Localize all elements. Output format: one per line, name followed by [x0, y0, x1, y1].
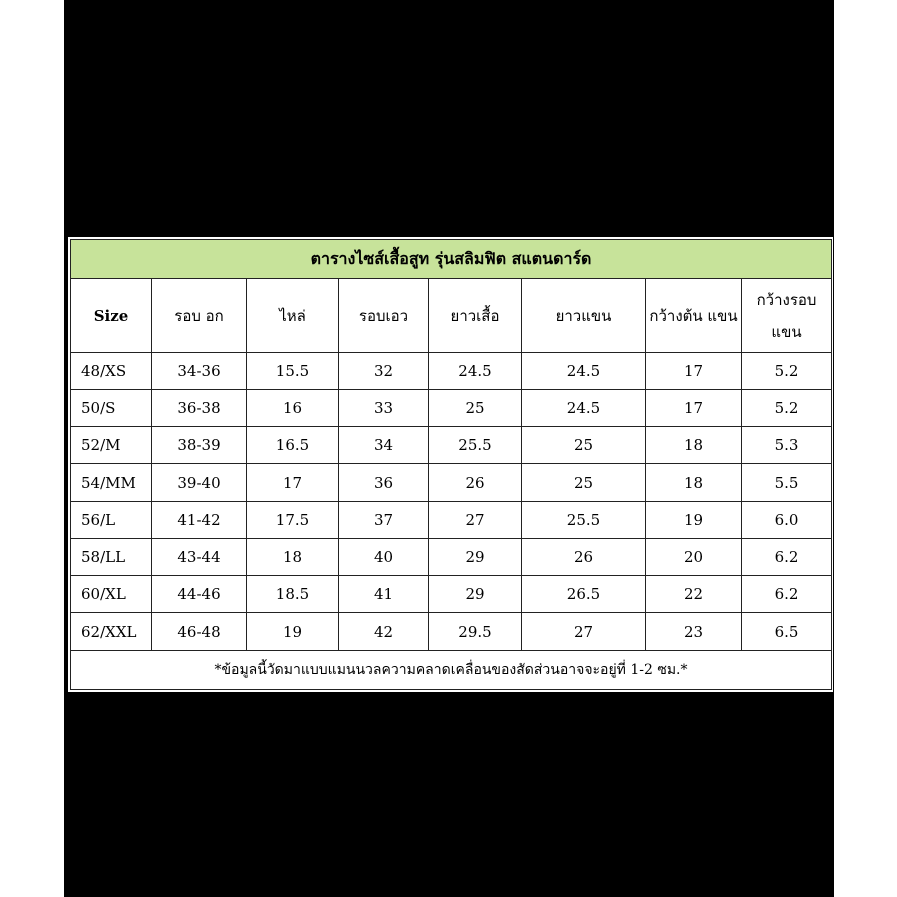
table-cell: 24.5	[429, 352, 522, 389]
footnote: *ข้อมูลนี้วัดมาแบบแมนนวลความคลาดเคลื่อนของสัดส่วนอาจจะอยู่ที่ 1-2 ซม.*	[71, 650, 832, 689]
table-cell: 25	[522, 427, 646, 464]
table-cell: 5.3	[742, 427, 832, 464]
table-cell: 26	[522, 538, 646, 575]
table-row	[71, 464, 832, 501]
table-cell: 26	[429, 464, 522, 501]
table-body	[71, 352, 832, 650]
table-cell: 27	[522, 613, 646, 650]
table-cell: 29.5	[429, 613, 522, 650]
table-cell: 37	[339, 501, 429, 538]
table-cell: 52/M	[71, 427, 152, 464]
header-row	[71, 279, 832, 353]
column-header-upper-arm-width: กว้างต้น แขน	[646, 279, 742, 353]
table-cell: 39-40	[152, 464, 247, 501]
table-cell: 62/XXL	[71, 613, 152, 650]
table-cell: 41	[339, 576, 429, 613]
column-header-size: Size	[71, 279, 152, 353]
table-cell: 33	[339, 389, 429, 426]
table-cell: 26.5	[522, 576, 646, 613]
table-cell: 34-36	[152, 352, 247, 389]
column-header-waist: รอบเอว	[339, 279, 429, 353]
table-cell: 40	[339, 538, 429, 575]
size-chart-sheet	[68, 237, 833, 692]
table-cell: 23	[646, 613, 742, 650]
column-header-chest: รอบ อก	[152, 279, 247, 353]
table-cell: 18	[646, 464, 742, 501]
table-cell: 60/XL	[71, 576, 152, 613]
table-cell: 6.5	[742, 613, 832, 650]
table-cell: 16.5	[247, 427, 339, 464]
table-row	[71, 501, 832, 538]
table-cell: 24.5	[522, 389, 646, 426]
table-cell: 17	[646, 352, 742, 389]
table-cell: 18	[247, 538, 339, 575]
table-cell: 46-48	[152, 613, 247, 650]
table-cell: 15.5	[247, 352, 339, 389]
table-cell: 29	[429, 538, 522, 575]
table-cell: 18.5	[247, 576, 339, 613]
table-cell: 6.2	[742, 538, 832, 575]
table-cell: 36-38	[152, 389, 247, 426]
table-cell: 27	[429, 501, 522, 538]
table-row	[71, 389, 832, 426]
table-row	[71, 613, 832, 650]
table-cell: 25.5	[522, 501, 646, 538]
table-cell: 44-46	[152, 576, 247, 613]
table-cell: 19	[646, 501, 742, 538]
table-row	[71, 538, 832, 575]
table-cell: 17	[247, 464, 339, 501]
table-row	[71, 576, 832, 613]
table-cell: 32	[339, 352, 429, 389]
table-cell: 24.5	[522, 352, 646, 389]
table-cell: 42	[339, 613, 429, 650]
table-cell: 17.5	[247, 501, 339, 538]
table-cell: 25	[429, 389, 522, 426]
table-cell: 6.0	[742, 501, 832, 538]
table-cell: 41-42	[152, 501, 247, 538]
size-chart-table	[70, 239, 832, 690]
table-title: ตารางไซส์เสื้อสูท รุ่นสลิมฟิต สแตนดาร์ด	[71, 240, 832, 279]
table-cell: 36	[339, 464, 429, 501]
table-cell: 16	[247, 389, 339, 426]
table-cell: 5.2	[742, 389, 832, 426]
table-cell: 29	[429, 576, 522, 613]
table-row	[71, 427, 832, 464]
table-cell: 18	[646, 427, 742, 464]
column-header-sleeve-length: ยาวแขน	[522, 279, 646, 353]
table-row	[71, 352, 832, 389]
table-cell: 54/MM	[71, 464, 152, 501]
table-cell: 22	[646, 576, 742, 613]
table-cell: 25.5	[429, 427, 522, 464]
table-cell: 5.5	[742, 464, 832, 501]
table-cell: 6.2	[742, 576, 832, 613]
table-cell: 25	[522, 464, 646, 501]
column-header-length: ยาวเสื้อ	[429, 279, 522, 353]
table-cell: 56/L	[71, 501, 152, 538]
table-cell: 34	[339, 427, 429, 464]
table-cell: 19	[247, 613, 339, 650]
table-cell: 5.2	[742, 352, 832, 389]
table-cell: 43-44	[152, 538, 247, 575]
table-cell: 58/LL	[71, 538, 152, 575]
table-cell: 48/XS	[71, 352, 152, 389]
column-header-shoulder: ไหล่	[247, 279, 339, 353]
column-header-armhole-width: กว้างรอบ แขน	[742, 279, 832, 353]
table-cell: 20	[646, 538, 742, 575]
table-cell: 38-39	[152, 427, 247, 464]
table-cell: 50/S	[71, 389, 152, 426]
table-cell: 17	[646, 389, 742, 426]
